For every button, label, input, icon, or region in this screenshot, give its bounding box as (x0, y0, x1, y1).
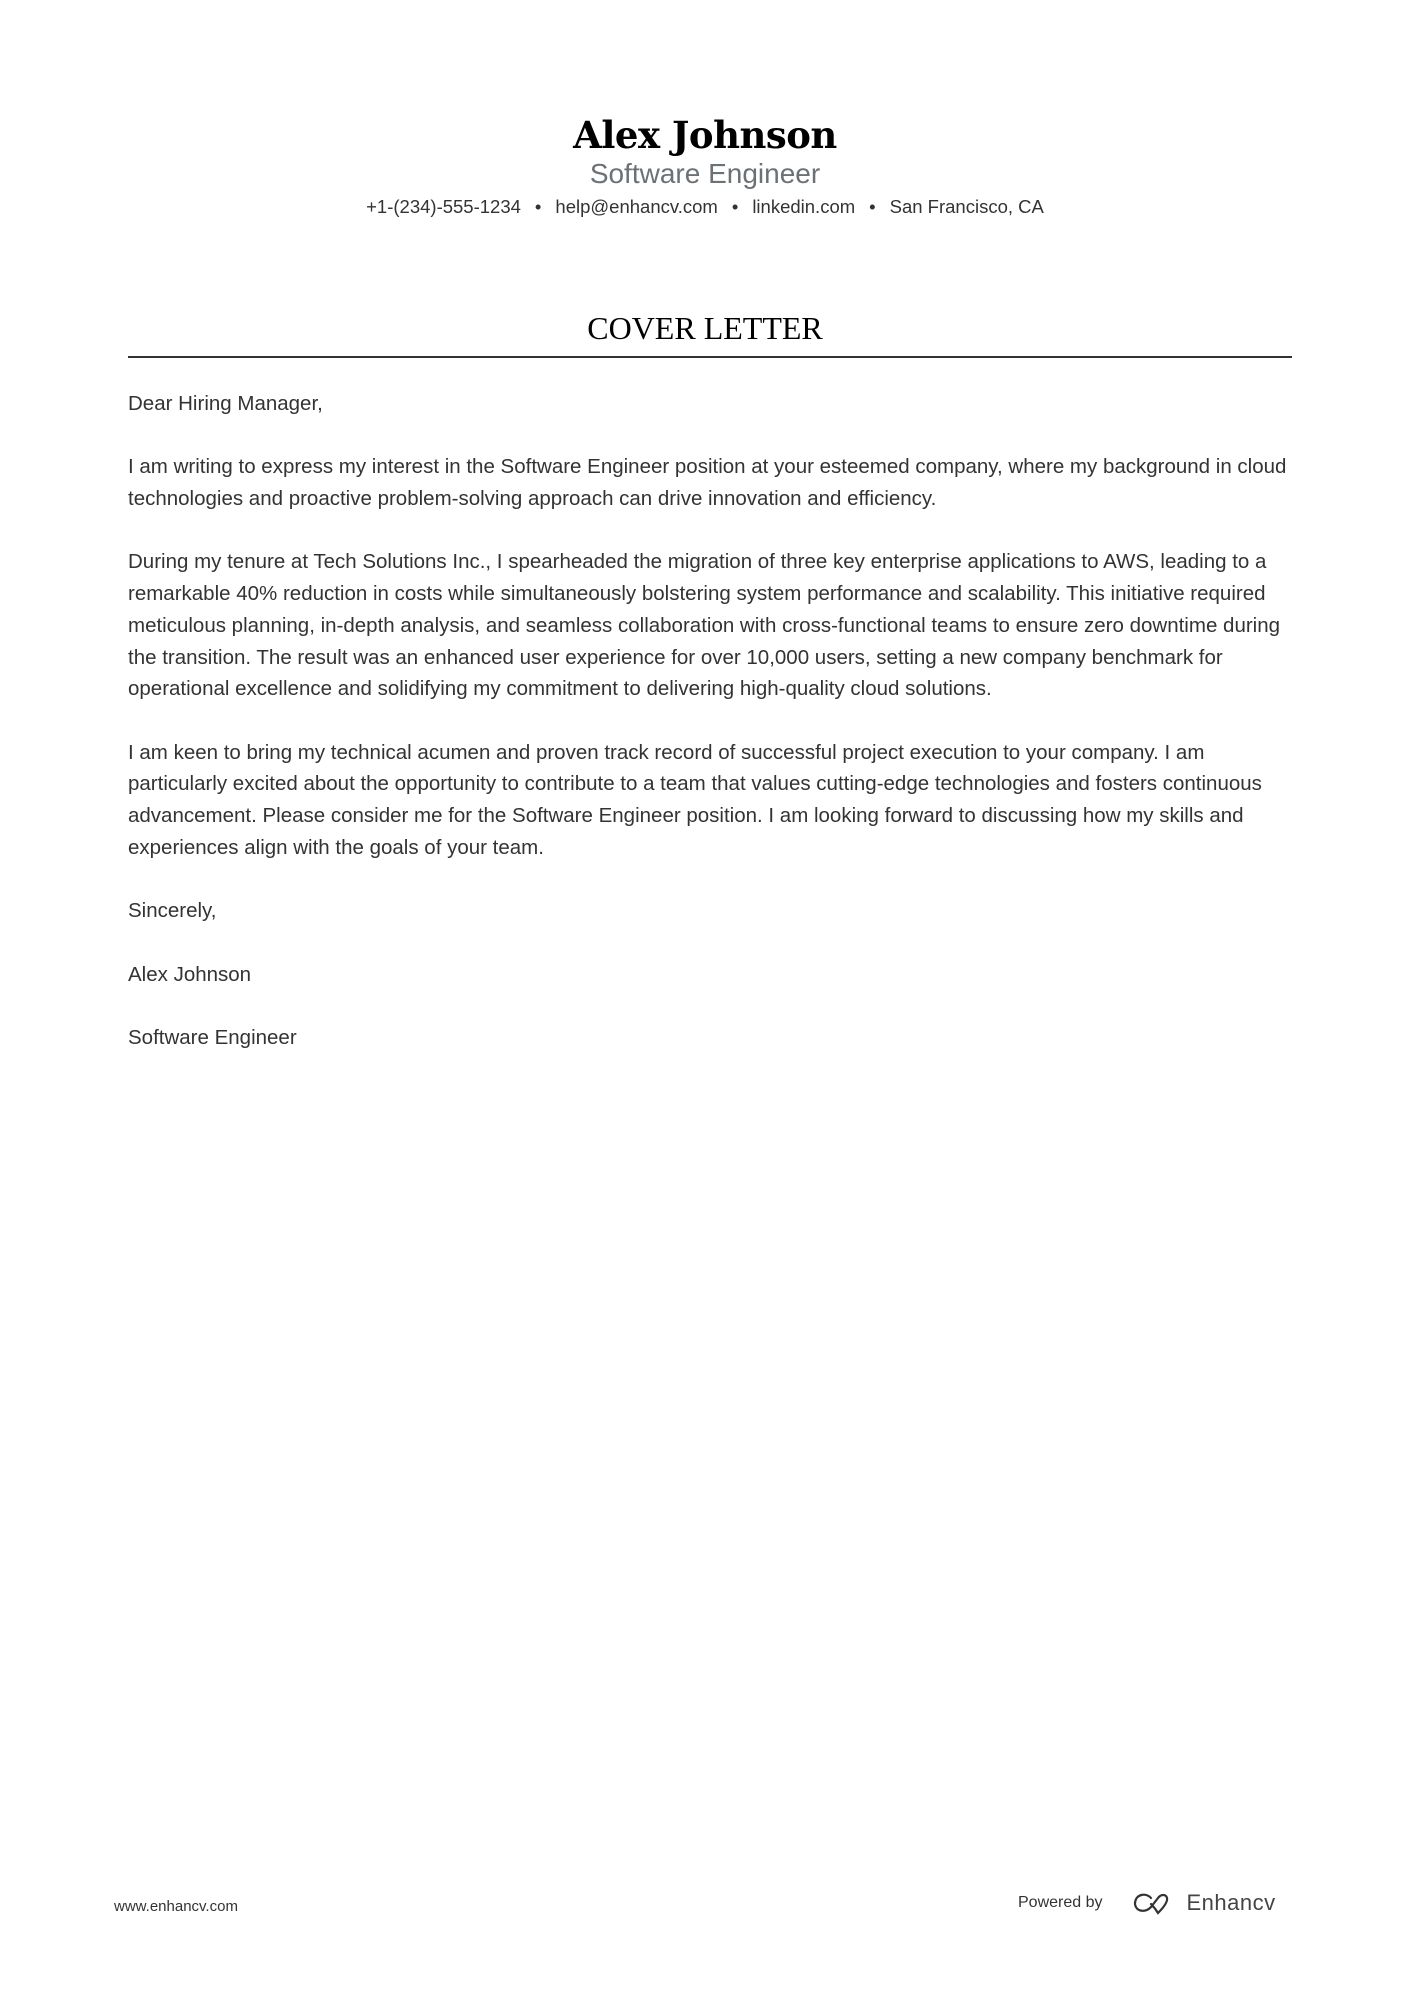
contact-line (0, 194, 1410, 220)
separator-dot: • (534, 196, 542, 217)
separator-dot: • (869, 196, 876, 217)
footer-branding (1018, 1890, 1276, 1916)
applicant-title: Software Engineer (589, 158, 821, 189)
brand-name: Enhancv (1186, 1890, 1276, 1915)
letter-body (128, 388, 1300, 1085)
greeting: Dear Hiring Manager, (128, 392, 323, 415)
contact-phone: +1-(234)-555-1234 (366, 196, 521, 217)
letter-header (0, 112, 1410, 220)
footer-website: www.enhancv.com (114, 1898, 238, 1915)
contact-linkedin: linkedin.com (752, 196, 856, 217)
enhancv-logo (1131, 1890, 1276, 1916)
paragraph: I am keen to bring my technical acumen and proven track record of successful project execution to your company. I am particularly excited about the opportunity to contribute to a team that values cutting-edge technologies and fosters continuous advancement. Please consider me for the Software Engineer position. I am looking forward to discussing how my skills and experiences align with the goals of your team. (128, 740, 1262, 859)
applicant-name: Alex Johnson (573, 113, 837, 157)
separator-dot: • (731, 196, 739, 217)
section-title: COVER LETTER (587, 310, 823, 346)
closing: Sincerely, (128, 899, 217, 923)
signature-title: Software Engineer (128, 1025, 297, 1049)
contact-email: help@enhancv.com (555, 196, 718, 217)
section-divider (128, 356, 1292, 358)
signature-name: Alex Johnson (128, 962, 252, 986)
contact-location: San Francisco, CA (889, 196, 1044, 217)
paragraph: During my tenure at Tech Solutions Inc., I spearheaded the migration of three key enterprise applications to AWS, leading to a remarkable 40% reduction in costs while simultaneously bolstering system performance and scalability. This initiative required meticulous planning, in-depth analysis, and seamless collaboration with cross-functional teams to ensure zero downtime during the transition. The result was an enhanced user experience for over 10,000 users, setting a new company benchmark for operational excellence and solidifying my commitment to delivering high-quality cloud solutions. (128, 550, 1281, 701)
enhancv-logo-icon (1131, 1890, 1177, 1916)
paragraph: I am writing to express my interest in the Software Engineer position at your esteemed company, where my background in cloud technologies and proactive problem-solving approach can drive innovation and efficiency. (128, 455, 1287, 511)
powered-by-label: Powered by (1018, 1894, 1103, 1911)
